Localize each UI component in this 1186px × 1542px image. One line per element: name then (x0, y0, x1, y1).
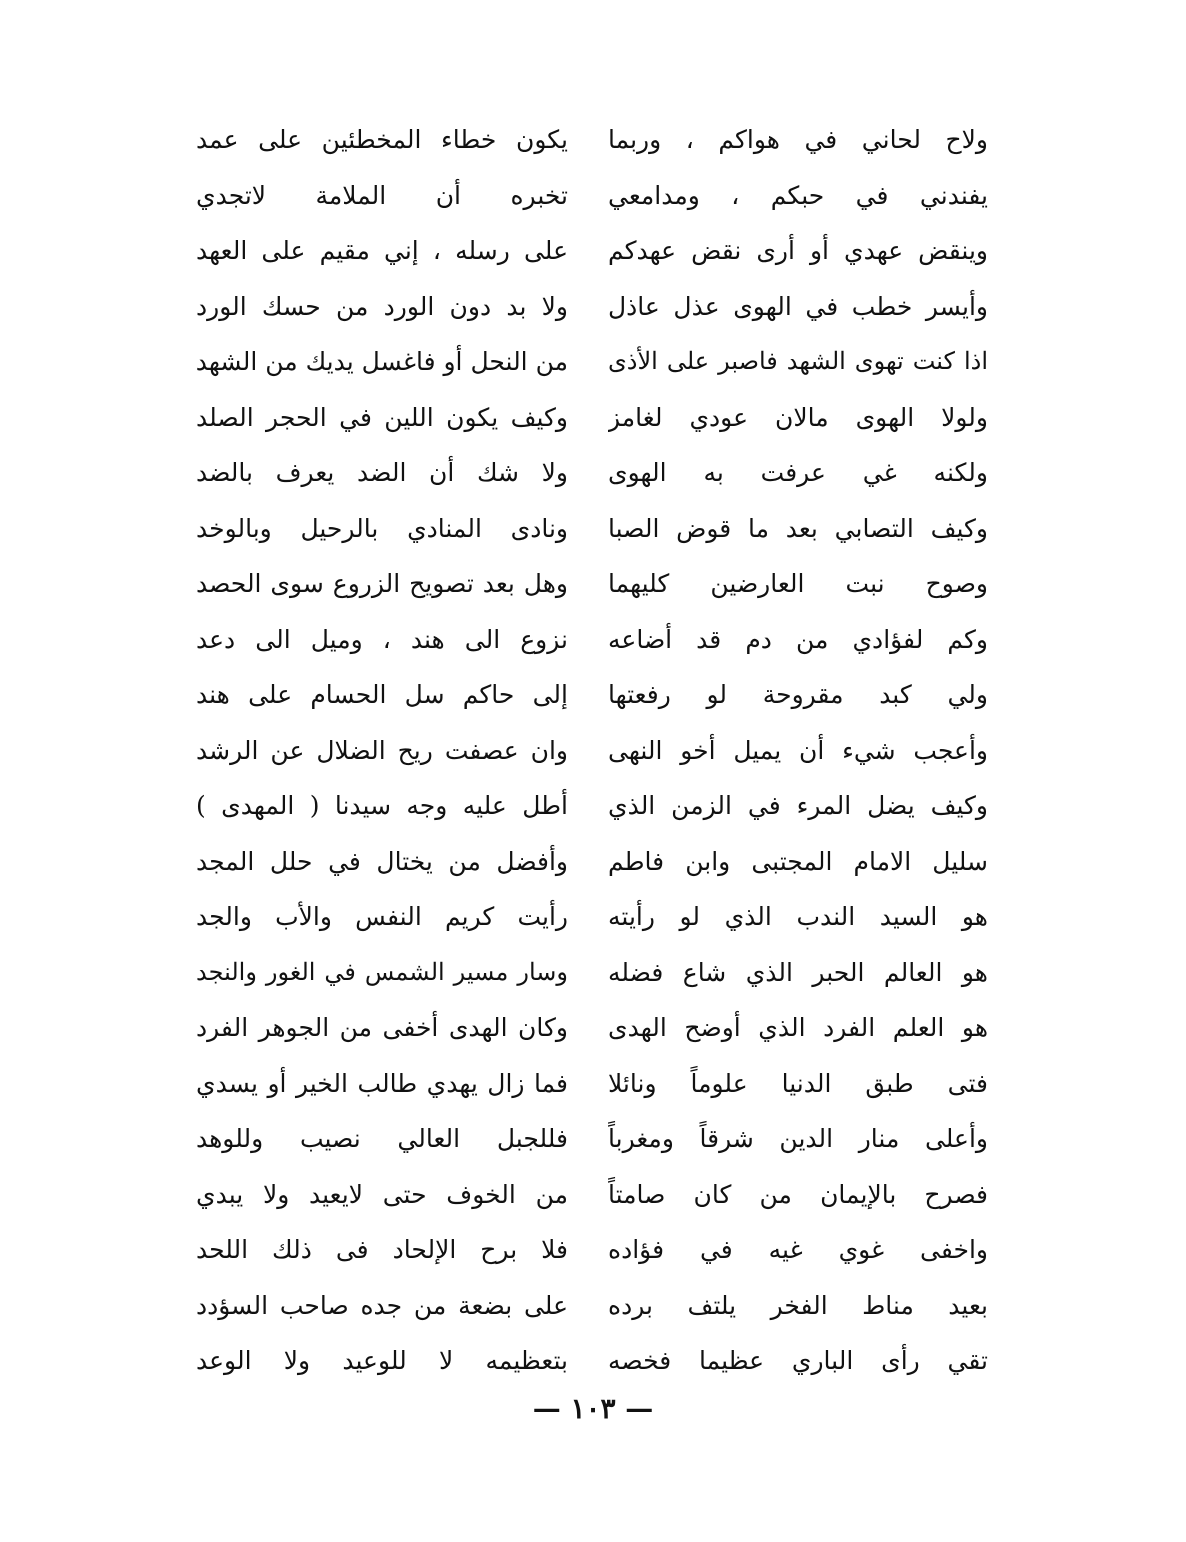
verse-first-hemistich-18: فتى طبق الدنيا علوماً ونائلا (608, 1068, 988, 1098)
verse-second-hemistich-9: وهل بعد تصويح الزروع سوى الحصد (196, 569, 568, 598)
verse-second-hemistich-20: من الخوف حتى لايعيد ولا يبدي (196, 1179, 568, 1209)
verse-second-hemistich-2: تخبره أن الملامة لاتجدي (196, 180, 568, 210)
verse-second-hemistich-7: ولا شك أن الضد يعرف بالضد (196, 458, 568, 487)
verse-second-hemistich-18: فما زال يهدي طالب الخير أو يسدي (196, 1068, 568, 1098)
verse-first-hemistich-14: سليل الامام المجتبى وابن فاطم (608, 846, 988, 876)
verse-second-hemistich-5: من النحل أو فاغسل يديك من الشهد (196, 347, 568, 376)
verse-first-hemistich-8: وكيف التصابي بعد ما قوض الصبا (608, 513, 988, 543)
verse-first-hemistich-10: وكم لفؤادي من دم قد أضاعه (608, 624, 988, 654)
verse-second-hemistich-17: وكان الهدى أخفى من الجوهر الفرد (196, 1013, 568, 1042)
verse-second-hemistich-19: فللجبل العالي نصيب وللوهد (196, 1124, 568, 1153)
verse-second-hemistich-14: وأفضل من يختال في حلل المجد (196, 846, 568, 876)
verse-first-hemistich-15: هو السيد الندب الذي لو رأيته (608, 902, 988, 931)
verse-second-hemistich-8: ونادى المنادي بالرحيل وبالوخد (196, 513, 568, 543)
verse-first-hemistich-23: تقي رأى الباري عظيما فخصه (608, 1346, 988, 1375)
poem-column-left (196, 112, 568, 1389)
verse-second-hemistich-13: أطل عليه وجه سيدنا ( المهدى ) (196, 791, 568, 820)
verse-second-hemistich-6: وكيف يكون اللين في الحجر الصلد (196, 402, 568, 432)
verse-second-hemistich-3: على رسله ، إني مقيم على العهد (196, 236, 568, 265)
verse-first-hemistich-20: فصرح بالإيمان من كان صامتاً (608, 1179, 988, 1209)
verse-first-hemistich-11: ولي كبد مقروحة لو رفعتها (608, 680, 988, 709)
verse-second-hemistich-10: نزوع الى هند ، وميل الى دعد (196, 624, 568, 654)
verse-first-hemistich-2: يفندني في حبكم ، ومدامعي (608, 180, 988, 210)
verse-second-hemistich-12: وان عصفت ريح الضلال عن الرشد (196, 735, 568, 765)
verse-first-hemistich-1: ولاح لحاني في هواكم ، وربما (608, 125, 988, 154)
verse-first-hemistich-19: وأعلى منار الدين شرقاً ومغرباً (608, 1124, 988, 1153)
verse-first-hemistich-4: وأيسر خطب في الهوى عذل عاذل (608, 291, 988, 321)
verse-second-hemistich-22: على بضعة من جده صاحب السؤدد (196, 1290, 568, 1320)
verse-first-hemistich-21: واخفى غوي غيه في فؤاده (608, 1235, 988, 1264)
verse-first-hemistich-22: بعيد مناط الفخر يلتف برده (608, 1290, 988, 1320)
verse-first-hemistich-6: ولولا الهوى مالان عودي لغامز (608, 402, 988, 432)
verse-first-hemistich-16: هو العالم الحبر الذي شاع فضله (608, 957, 988, 987)
page-number: — ١٠٣ — (532, 1392, 654, 1425)
verse-first-hemistich-5: اذا كنت تهوى الشهد فاصبر على الأذى (608, 347, 988, 375)
verse-second-hemistich-4: ولا بد دون الورد من حسك الورد (196, 291, 568, 321)
verse-first-hemistich-7: ولكنه غي عرفت به الهوى (608, 458, 988, 487)
verse-second-hemistich-15: رأيت كريم النفس والأب والجد (196, 902, 568, 931)
verse-second-hemistich-16: وسار مسير الشمس في الغور والنجد (196, 957, 568, 986)
verse-first-hemistich-17: هو العلم الفرد الذي أوضح الهدى (608, 1013, 988, 1042)
verse-first-hemistich-13: وكيف يضل المرء في الزمن الذي (608, 791, 988, 820)
verse-first-hemistich-9: وصوح نبت العارضين كليهما (608, 569, 988, 598)
verse-second-hemistich-23: بتعظيمه لا للوعيد ولا الوعد (196, 1346, 568, 1375)
poem-column-right (608, 112, 988, 1389)
verse-second-hemistich-21: فلا برح الإلحاد فى ذلك اللحد (196, 1235, 568, 1264)
verse-second-hemistich-11: إلى حاكم سل الحسام على هند (196, 680, 568, 709)
verse-second-hemistich-1: يكون خطاء المخطئين على عمد (196, 125, 568, 154)
verse-first-hemistich-12: وأعجب شيء أن يميل أخو النهى (608, 735, 988, 765)
verse-first-hemistich-3: وينقض عهدي أو أرى نقض عهدكم (608, 236, 988, 265)
